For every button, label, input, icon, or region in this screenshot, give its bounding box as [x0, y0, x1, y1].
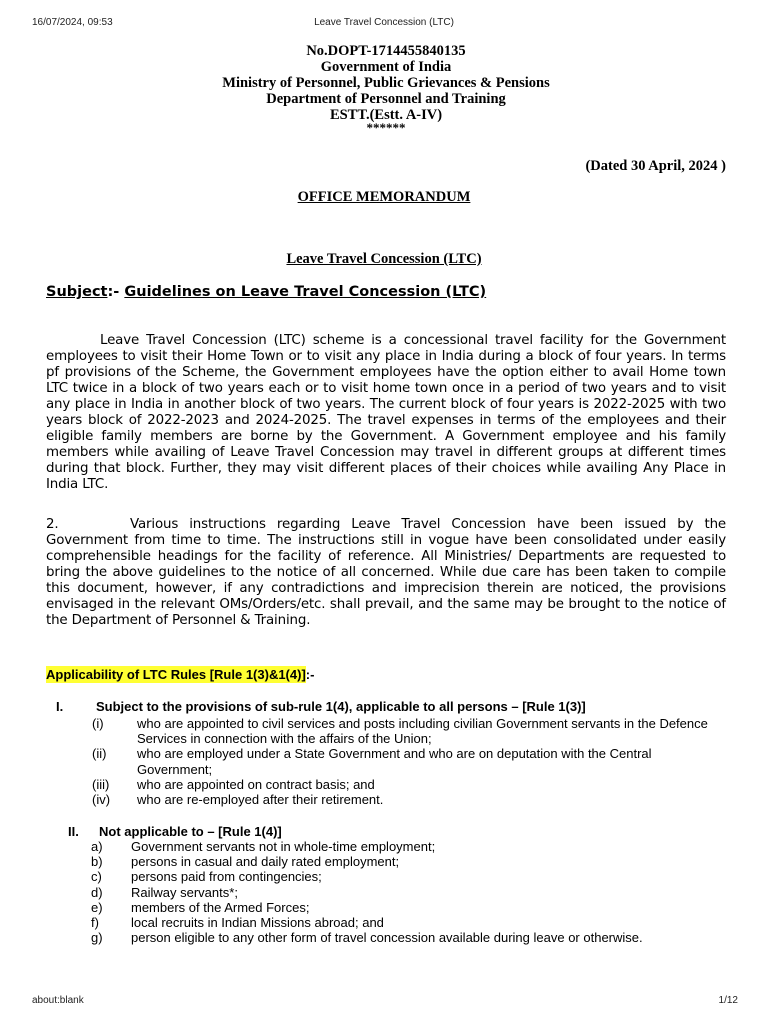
list-item — [92, 777, 728, 792]
print-datetime: 16/07/2024, 09:53 — [32, 17, 113, 28]
item-label: c) — [91, 869, 102, 885]
item-label: (i) — [92, 716, 104, 731]
print-footer — [0, 995, 768, 1009]
item-label: f) — [91, 915, 99, 931]
list-item — [91, 900, 728, 915]
paragraph-2 — [46, 517, 726, 629]
subject-separator: :- — [107, 284, 125, 300]
applicability-highlight: Applicability of LTC Rules [Rule 1(3)&1(4)] — [46, 667, 306, 682]
section-1-list — [92, 716, 728, 807]
section-2-heading — [68, 824, 728, 840]
item-text: Government servants not in whole-time employment; — [131, 839, 436, 854]
print-header — [0, 17, 768, 31]
heading-department: Department of Personnel and Training — [266, 91, 506, 107]
item-text: Railway servants*; — [131, 884, 238, 900]
applicability-suffix: :- — [305, 667, 315, 682]
item-label: e) — [91, 899, 103, 915]
paragraph-1: Leave Travel Concession (LTC) scheme is a concessional travel facility for the Government employees to visit their Home Town or to visit any place in India during a block of four years. In terms pf provisions of the Scheme, the Government employees have the option either to avail Home town LTC twice in a block of two years each or to visit home town once in a period of two years and to visit any place in India in another block of two years. The current block of four years is 2022-2025 with two years block of 2022-2023 and 2024-2025. The travel expenses in terms of the employees and their eligible family members are borne by the Government. A Government employee and his family members while availing of Leave Travel Concession may travel in different groups at different times during that block. Further, they may visit different places of their choices while availing Any Place in India LTC. — [46, 333, 726, 492]
print-url: about:blank — [32, 995, 84, 1006]
page-number: 1/12 — [718, 995, 738, 1006]
paragraph-number: 2. — [46, 517, 59, 532]
item-text: person eligible to any other form of travel concession available during leave or otherwise. — [131, 930, 643, 946]
heading-ministry: Ministry of Personnel, Public Grievances & Pensions — [222, 75, 550, 91]
item-label: g) — [91, 930, 103, 946]
list-item — [91, 915, 728, 930]
list-item — [91, 869, 728, 884]
list-item — [91, 839, 728, 854]
item-text: who are appointed to civil services and posts including civilian Government servants in the Defence Services in connection with the affairs of the Union; — [137, 716, 708, 747]
section-2-list — [91, 839, 728, 945]
list-item — [92, 716, 728, 746]
heading-section: ESTT.(Estt. A-IV) — [329, 107, 443, 123]
list-item — [92, 792, 728, 807]
item-label: (ii) — [92, 746, 107, 762]
paragraph-2-text: Various instructions regarding Leave Travel Concession have been issued by the Government from time to time. The instructions still in vogue have been consolidated under easily comprehensible headings for the facility of reference. All Ministries/ Departments are requested to bring the above guidelines to the notice of all concerned. While due care has been taken to compile this document, however, if any contradictions and imprecision therein are noticed, the provisions envisaged in the relevant OMs/Orders/etc. shall prevail, and the same may be brought to the notice of the Department of Personnel & Training. — [46, 517, 726, 628]
subject-label: Subject — [46, 284, 108, 300]
list-item — [91, 885, 728, 900]
section-1-heading-text: Subject to the provisions of sub-rule 1(4), applicable to all persons – [Rule 1(3)] — [96, 699, 586, 714]
item-label: d) — [91, 884, 103, 900]
section-2-heading-text: Not applicable to – [Rule 1(4)] — [99, 824, 282, 839]
office-memorandum-title: OFFICE MEMORANDUM — [297, 189, 471, 205]
item-text: persons in casual and daily rated employment; — [131, 854, 400, 870]
document-heading — [46, 43, 726, 133]
heading-stars: ****** — [366, 120, 406, 135]
list-item — [91, 930, 728, 945]
dated-line: (Dated 30 April, 2024 ) — [585, 158, 726, 174]
item-label: a) — [91, 839, 103, 854]
section-1-numeral: I. — [56, 699, 64, 714]
item-text: members of the Armed Forces; — [131, 899, 310, 915]
section-1-heading — [56, 699, 728, 715]
item-label: b) — [91, 854, 103, 870]
ltc-title: Leave Travel Concession (LTC) — [286, 251, 482, 267]
section-2-numeral: II. — [68, 824, 79, 839]
item-text: who are appointed on contract basis; and — [137, 776, 375, 792]
item-text: persons paid from contingencies; — [131, 869, 322, 885]
print-doc-title: Leave Travel Concession (LTC) — [314, 17, 454, 28]
applicability-heading — [46, 667, 726, 682]
item-text: local recruits in Indian Missions abroad; and — [131, 915, 384, 931]
subject-text: Guidelines on Leave Travel Concession (LTC) — [124, 284, 487, 300]
subject-line — [46, 284, 726, 300]
list-item — [91, 854, 728, 869]
list-item — [92, 746, 728, 776]
item-label: (iv) — [92, 792, 111, 808]
item-label: (iii) — [92, 776, 110, 792]
item-text: who are re-employed after their retirement. — [137, 792, 384, 808]
reference-number: No.DOPT-1714455840135 — [306, 43, 466, 59]
heading-government: Government of India — [320, 59, 452, 75]
item-text: who are employed under a State Government and who are on deputation with the Central Government; — [137, 746, 652, 777]
